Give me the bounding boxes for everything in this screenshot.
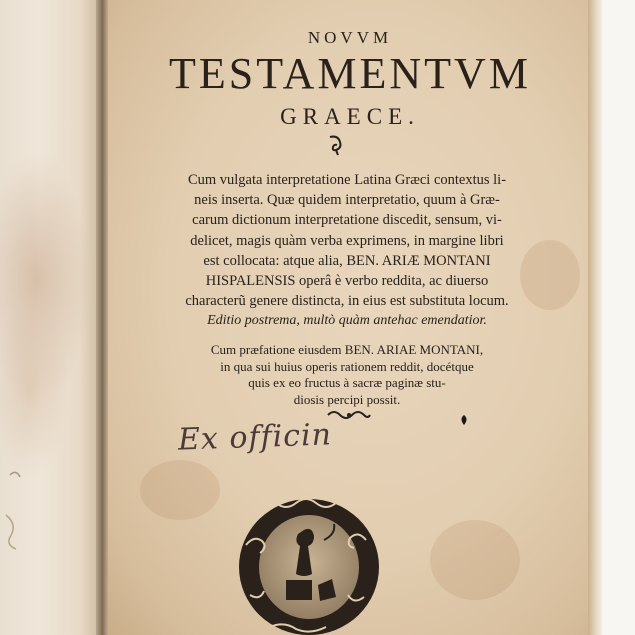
edition-note: Editio postrema, multò quàm antehac emendatior. [207,313,487,328]
description-line: HISPALENSIS operâ è verbo reddita, ac diuerso [205,273,489,290]
description-line: delicet, magis quàm verba exprimens, in margine libri [190,232,504,249]
description-line: neis inserta. Quæ quidem interpretatio, quum à Græ- [194,192,500,209]
ornament-icon [326,408,372,422]
water-stain [0,300,70,480]
foxing-spot [430,520,520,600]
description-line: carum dictionum interpretatione discedit, sensum, vi- [192,212,502,229]
description-line: characterũ genere distincta, in eius est substituta locum. [185,293,509,310]
fleuron-icon [326,134,346,156]
handwritten-inscription: Ex officin [177,417,333,458]
preface-line: in qua sui huius operis rationem reddit, docétque [220,358,474,374]
subtitle-description [118,170,576,311]
description-line: est collocata: atque alia, BEN. ARIÆ MONTANI [203,252,491,269]
preface-line: quis ex eo fructus à sacræ paginæ stu- [248,375,446,390]
preface-line: Cum præfatione eiusdem BEN. ARIAE MONTANI, [210,342,484,357]
faded-marks [4,455,44,575]
title-testamentum: TESTAMENTVM [169,49,531,98]
title-novum: NOVVM [307,28,393,47]
title-graece: GRAECE. [280,104,420,129]
preface-line: diosis percipi possit. [293,391,401,407]
description-line: Cum vulgata interpretatione Latina Græci contextus li- [187,172,507,188]
ink-leaf-mark [458,414,470,426]
foxing-spot [140,460,220,520]
printer-device-vignette [236,485,382,635]
preface-note [118,342,576,408]
